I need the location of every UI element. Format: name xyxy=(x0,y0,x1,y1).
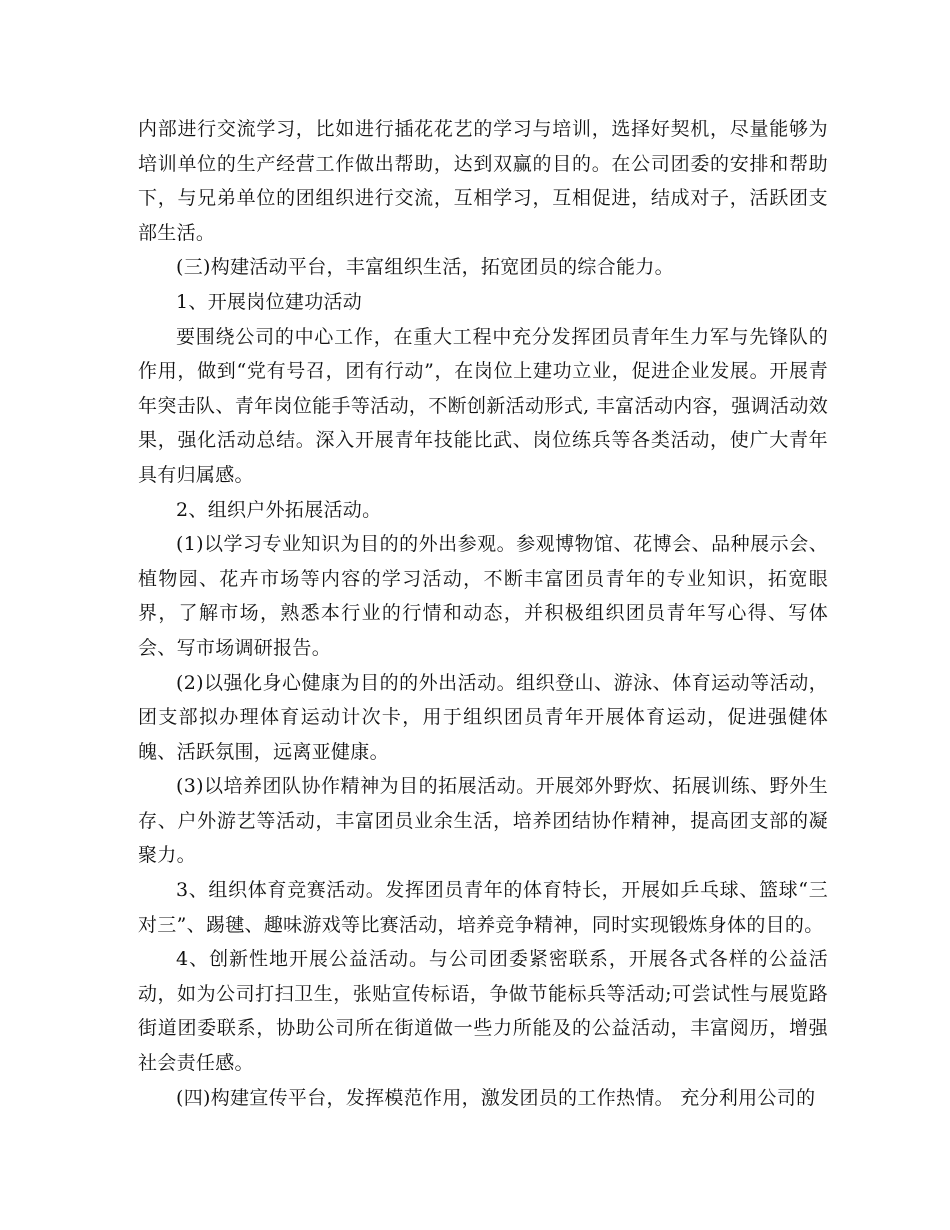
paragraph-public-welfare: 4、创新性地开展公益活动。与公司团委紧密联系，开展各式各样的公益活动，如为公司打扫卫生，张贴宣传标语，争做节能标兵等活动;可尝试性与展览路街道团委联系，协助公司所在街道做一些力所能及的公益活动，丰富阅历，增强社会责任感。 xyxy=(138,948,828,1075)
subheading-outdoor-activities: 2、组织户外拓展活动。 xyxy=(176,498,382,521)
paragraph-health-activities: (2)以强化身心健康为目的的外出活动。组织登山、游泳、体育运动等活动，团支部拟办理体育运动计次卡，用于组织团员青年开展体育运动，促进强健体魄、活跃氛围，远离亚健康。 xyxy=(138,671,828,763)
section-heading-four: (四)构建宣传平台，发挥模范作用，激发团员的工作热情。 充分利用公司的 xyxy=(176,1086,816,1109)
section-heading-three: (三)构建活动平台，丰富组织生活，拓宽团员的综合能力。 xyxy=(176,256,674,279)
paragraph-intro-continued: 内部进行交流学习，比如进行插花花艺的学习与培训，选择好契机，尽量能够为培训单位的生产经营工作做出帮助，达到双赢的目的。在公司团委的安排和帮助下，与兄弟单位的团组织进行交流，互相学习，互相促进，结成对子，活跃团支部生活。 xyxy=(138,118,828,244)
paragraph-post-achievement: 要围绕公司的中心工作，在重大工程中充分发挥团员青年生力军与先锋队的作用，做到“党有号召，团有行动”，在岗位上建功立业，促进企业发展。开展青年突击队、青年岗位能手等活动，不断创新活动形式, 丰富活动内容，强调活动效果，强化活动总结。深入开展青年技能比武、岗位练兵等各类活动，使广大青年具有归属感。 xyxy=(138,325,828,486)
paragraph-teamwork-activities: (3)以培养团队协作精神为目的拓展活动。开展郊外野炊、拓展训练、野外生存、户外游艺等活动，丰富团员业余生活，培养团结协作精神，提高团支部的凝聚力。 xyxy=(138,775,828,867)
paragraph-sports-competition: 3、组织体育竞赛活动。发挥团员青年的体育特长，开展如乒乓球、篮球“三对三”、踢毽、趣味游戏等比赛活动，培养竞争精神，同时实现锻炼身体的目的。 xyxy=(138,879,828,936)
subheading-post-achievement: 1、开展岗位建功活动 xyxy=(176,290,363,313)
paragraph-study-visits: (1)以学习专业知识为目的的外出参观。参观博物馆、花博会、品种展示会、植物园、花卉市场等内容的学习活动，不断丰富团员青年的专业知识，拓宽眼界，了解市场，熟悉本行业的行情和动态，并积极组织团员青年写心得、写体会、写市场调研报告。 xyxy=(138,533,828,659)
document-body xyxy=(138,112,828,1115)
